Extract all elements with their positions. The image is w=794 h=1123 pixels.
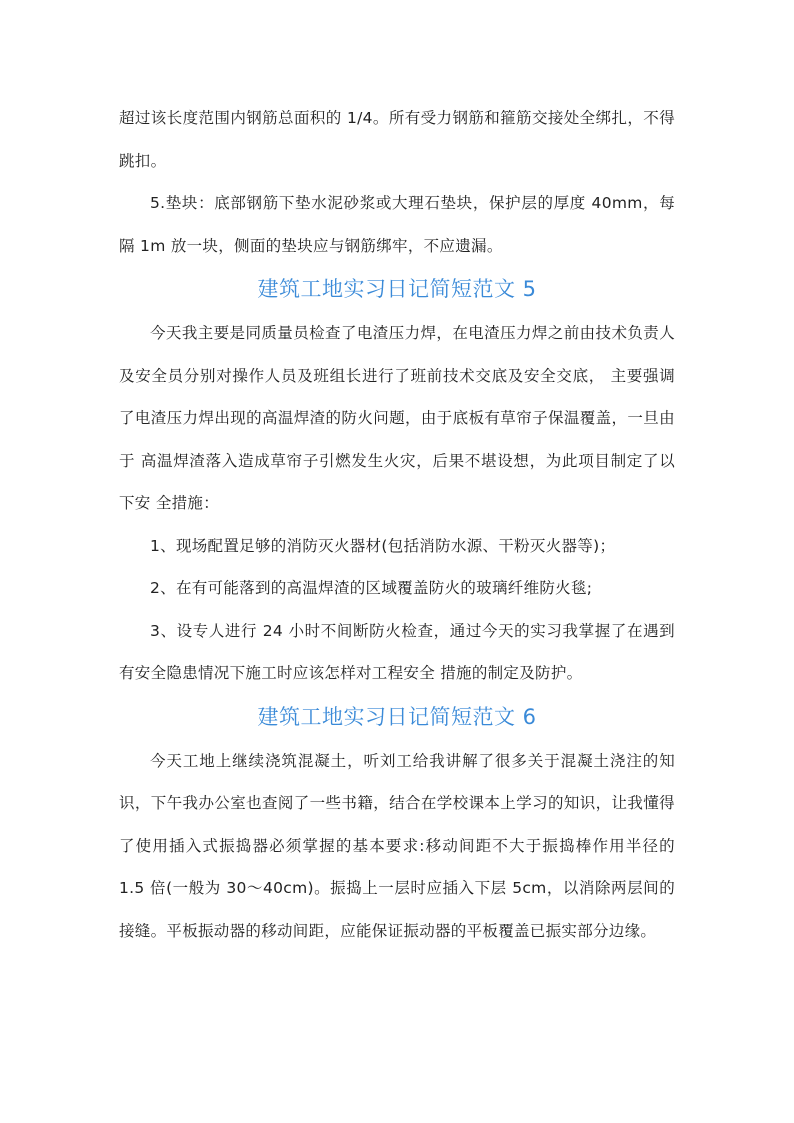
paragraph-concrete-vibration: 今天工地上继续浇筑混凝土，听刘工给我讲解了很多关于混凝土浇注的知识，下午我办公室也查阅了一些书籍，结合在学校课本上学习的知识，让我懂得了使用插入式振捣器必须掌握的基本要求:移动间距不大于振捣棒作用半径的 1.5 倍(一般为 30～40cm)。振捣上一层时应插入下层 5cm，以消除两层间的接缝。平板振动器的移动间距，应能保证振动器的平板覆盖已振实部分边缘。: [119, 751, 675, 940]
paragraph-spacer-blocks: 5.垫块：底部钢筋下垫水泥砂浆或大理石垫块，保护层的厚度 40mm，每 隔 1m 放一块，侧面的垫块应与钢筋绑牢，不应遗漏。: [119, 194, 675, 255]
paragraph-welding-inspection: 今天我主要是同质量员检查了电渣压力焊，在电渣压力焊之前由技术负责人 及安全员分别对操作人员及班组长进行了班前技术交底及安全交底， 主要强调了电渣压力焊出现的高温焊渣的防火问题，由于底板有草帘子保温覆盖，一旦由于 高温焊渣落入造成草帘子引燃发生火灾，后果不堪设想，为此项目制定了以下安 全措施：: [119, 324, 675, 512]
document-body: [119, 97, 675, 952]
list-item-fire-watch: 3、设专人进行 24 小时不间断防火检查，通过今天的实习我掌握了在遇到有安全隐患情况下施工时应该怎样对工程安全 措施的制定及防护。: [119, 621, 675, 682]
paragraph-rebar-continuation: 超过该长度范围内钢筋总面积的 1/4。所有受力钢筋和箍筋交接处全绑扎，不得跳扣。: [119, 109, 675, 170]
list-item-fire-blanket: 2、在有可能落到的高温焊渣的区域覆盖防火的玻璃纤维防火毯;: [150, 579, 593, 597]
section-title-5: 建筑工地实习日记简短范文 5: [257, 277, 537, 301]
section-title-6: 建筑工地实习日记简短范文 6: [257, 704, 537, 729]
list-item-fire-equipment: 1、现场配置足够的消防灭火器材(包括消防水源、干粉灭火器等)；: [150, 536, 616, 555]
